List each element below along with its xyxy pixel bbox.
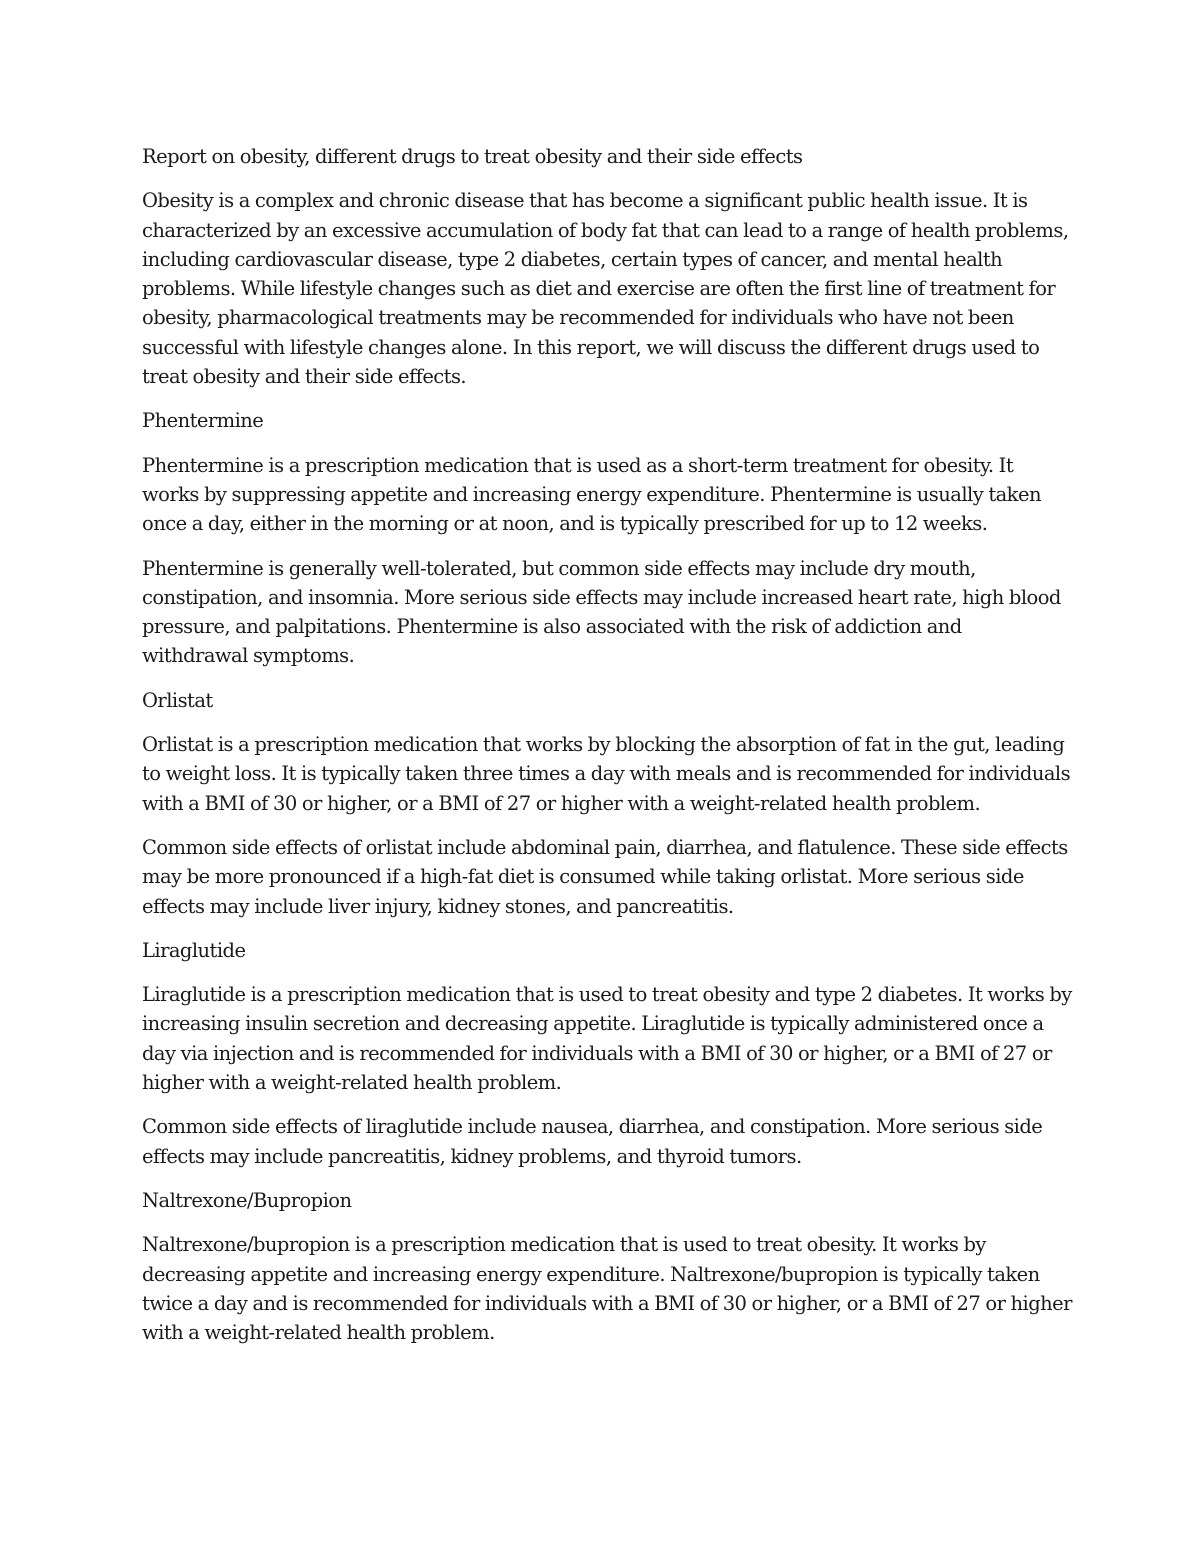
phentermine-paragraph-2: Phentermine is generally well-tolerated, but common side effects may include dry mouth, constipation, and insomnia. More serious side effects may include increased heart rate, high blood pressure, and palpitations. Phentermine is also associated with the risk of addiction and withdrawal symptoms. [142, 556, 1061, 668]
section-heading-phentermine: Phentermine [142, 409, 264, 433]
document-title: Report on obesity, different drugs to treat obesity and their side effects [142, 145, 803, 168]
liraglutide-paragraph-1: Liraglutide is a prescription medication that is used to treat obesity and type 2 diabetes. It works by increasing insulin secretion and decreasing appetite. Liraglutide is typically administered once a day via injection and is recommended for individuals with a BMI of 30 or higher, or a BMI of 27 or higher with a weight-related health problem. [142, 983, 1072, 1095]
section-heading-naltrexone-bupropion: Naltrexone/Bupropion [142, 1188, 352, 1212]
section-heading-orlistat: Orlistat [142, 688, 213, 712]
orlistat-paragraph-2: Common side effects of orlistat include abdominal pain, diarrhea, and flatulence. These side effects may be more pronounced if a high-fat diet is consumed while taking orlistat. More serious side effects may include liver injury, kidney stones, and pancreatitis. [142, 835, 1068, 918]
section-heading-liraglutide: Liraglutide [142, 938, 246, 962]
orlistat-paragraph-1: Orlistat is a prescription medication that works by blocking the absorption of fat in the gut, leading to weight loss. It is typically taken three times a day with meals and is recommended for individuals with a BMI of 30 or higher, or a BMI of 27 or higher with a weight-related health problem. [142, 733, 1071, 815]
phentermine-paragraph-1: Phentermine is a prescription medication that is used as a short-term treatment for obesity. It works by suppressing appetite and increasing energy expenditure. Phentermine is usually taken once a day, either in the morning or at noon, and is typically prescribed for up to 12 weeks. [142, 453, 1041, 536]
liraglutide-paragraph-2: Common side effects of liraglutide include nausea, diarrhea, and constipation. More serious side effects may include pancreatitis, kidney problems, and thyroid tumors. [142, 1115, 1043, 1168]
document-body [142, 142, 1072, 1362]
naltrexone-bupropion-paragraph-1: Naltrexone/bupropion is a prescription medication that is used to treat obesity. It works by decreasing appetite and increasing energy expenditure. Naltrexone/bupropion is typically taken twice a day and is recommended for individuals with a BMI of 30 or higher, or a BMI of 27 or higher with a weight-related health problem. [142, 1233, 1072, 1345]
intro-paragraph: Obesity is a complex and chronic disease that has become a significant public health issue. It is characterized by an excessive accumulation of body fat that can lead to a range of health problems, including cardiovascular disease, type 2 diabetes, certain types of cancer, and mental health problems. While lifestyle changes such as diet and exercise are often the first line of treatment for obesity, pharmacological treatments may be recommended for individuals who have not been successful with lifestyle changes alone. In this report, we will discuss the different drugs used to treat obesity and their side effects. [142, 189, 1069, 389]
